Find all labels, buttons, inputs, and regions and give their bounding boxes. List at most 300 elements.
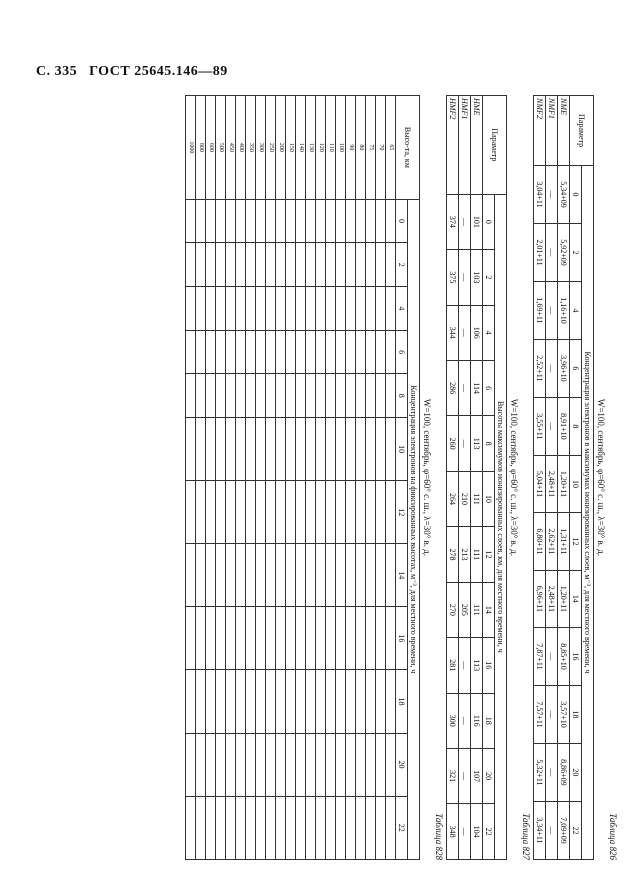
value-cell [266,670,276,733]
hour-header: 20 [570,743,582,801]
value-cell: 264 [447,471,459,526]
value-cell: 1,20+11 [558,455,570,512]
hour-header: 10 [570,455,582,512]
value-cell [296,199,306,243]
value-cell [356,796,366,859]
value-cell [226,670,236,733]
value-cell [246,733,256,796]
hour-header: 16 [483,638,495,693]
value-cell [376,733,386,796]
hour-header: 10 [483,471,495,526]
value-cell [306,481,316,544]
height-cell: 1000 [186,96,196,200]
value-cell [256,374,266,418]
table-row [206,96,216,860]
table-row [346,96,356,860]
value-cell [256,418,266,481]
value-cell [216,481,226,544]
value-cell [186,199,196,243]
value-cell [236,418,246,481]
value-cell [196,418,206,481]
value-cell [346,733,356,796]
value-cell: — [546,801,558,859]
value-cell [216,330,226,374]
value-cell [286,481,296,544]
value-cell [246,287,256,331]
value-cell [356,330,366,374]
value-cell: 106 [471,305,483,360]
hour-header: 2 [570,224,582,282]
value-cell [276,374,286,418]
table-row [356,96,366,860]
value-cell [246,243,256,287]
value-cell [226,796,236,859]
value-cell [296,670,306,733]
value-cell: — [546,281,558,339]
value-cell: — [459,194,471,249]
hour-header: 22 [396,796,408,859]
value-cell [316,670,326,733]
hour-header: 14 [483,582,495,637]
value-cell [326,199,336,243]
value-cell [206,544,216,607]
value-cell [266,544,276,607]
value-cell [236,287,246,331]
value-cell [316,199,326,243]
table-828 [185,95,420,860]
value-cell [226,481,236,544]
value-cell [186,607,196,670]
hour-header: 0 [570,166,582,224]
value-cell [266,418,276,481]
value-cell [196,287,206,331]
value-cell [256,330,266,374]
value-cell [336,418,346,481]
value-cell: 5,04+11 [534,455,546,512]
param-name: HMF2 [447,96,459,195]
value-cell [376,199,386,243]
value-cell: 6,96+11 [534,570,546,627]
value-cell: 8,85+10 [558,628,570,686]
param-header: Параметр [483,96,507,195]
value-cell [276,330,286,374]
value-cell: 210 [459,471,471,526]
value-cell [336,243,346,287]
value-cell: 1,31+11 [558,513,570,570]
value-cell [216,199,226,243]
value-cell [276,287,286,331]
value-cell [326,481,336,544]
value-cell [206,330,216,374]
value-cell [386,607,396,670]
value-cell [386,544,396,607]
value-cell: 2,52+11 [534,339,546,397]
value-cell [286,287,296,331]
value-cell [276,481,286,544]
value-cell: 111 [471,471,483,526]
value-cell [196,374,206,418]
value-cell [186,733,196,796]
value-cell [256,199,266,243]
value-cell [216,733,226,796]
table-row [276,96,286,860]
value-cell [226,607,236,670]
value-cell: 1,69+11 [534,281,546,339]
value-cell: 113 [471,416,483,471]
value-cell [216,418,226,481]
value-cell [376,670,386,733]
value-cell [246,481,256,544]
param-name: HMF1 [459,96,471,195]
table-row [471,96,483,860]
value-cell: 3,34+11 [534,801,546,859]
hour-header: 12 [483,527,495,582]
value-cell: — [546,628,558,686]
tables-rotated [60,95,620,860]
value-cell [366,481,376,544]
value-cell [366,607,376,670]
value-cell [236,733,246,796]
table-828-condition: W=100, сентябрь, φ=60° с. ш., λ=30° в. д. [422,398,432,557]
hour-header: 8 [483,416,495,471]
value-cell: 7,09+09 [558,801,570,859]
table-row [196,96,206,860]
value-cell [366,796,376,859]
height-cell: 400 [236,96,246,200]
height-cell: 110 [326,96,336,200]
value-cell [186,243,196,287]
value-cell [336,796,346,859]
value-cell [226,287,236,331]
value-cell [336,287,346,331]
value-cell [276,670,286,733]
value-cell: — [459,360,471,415]
value-cell: 300 [447,693,459,748]
value-cell [296,330,306,374]
value-cell: — [546,224,558,282]
value-cell [236,374,246,418]
hour-header: 12 [396,481,408,544]
value-cell [356,733,366,796]
value-cell [266,607,276,670]
table-row [534,96,546,860]
value-cell [366,330,376,374]
value-cell [206,374,216,418]
value-cell [276,544,286,607]
height-cell: 140 [296,96,306,200]
value-cell [186,481,196,544]
value-cell [326,607,336,670]
value-cell [266,796,276,859]
value-cell [336,733,346,796]
value-cell: — [459,638,471,693]
value-cell [286,199,296,243]
value-cell [306,733,316,796]
param-name: HME [471,96,483,195]
value-cell: 281 [447,638,459,693]
value-cell [296,243,306,287]
value-cell [376,418,386,481]
value-cell: 113 [471,638,483,693]
value-cell [206,481,216,544]
value-cell: — [546,397,558,455]
hour-header: 20 [483,748,495,803]
value-cell [316,796,326,859]
value-cell [306,287,316,331]
value-cell [386,670,396,733]
value-cell [206,287,216,331]
value-cell [326,544,336,607]
value-cell [246,544,256,607]
value-cell [286,607,296,670]
value-cell [226,374,236,418]
value-cell [286,330,296,374]
value-cell [226,418,236,481]
value-cell: 286 [447,360,459,415]
value-cell [296,796,306,859]
table-826-label: Таблица 826 [608,813,618,860]
value-cell [246,796,256,859]
hour-header: 0 [396,199,408,243]
table-828-label: Таблица 828 [434,813,444,860]
value-cell: 3,57+10 [558,686,570,744]
value-cell: 321 [447,748,459,803]
value-cell [236,481,246,544]
value-cell [236,199,246,243]
value-cell [306,243,316,287]
value-cell [256,481,266,544]
value-cell [366,374,376,418]
height-cell: 70 [376,96,386,200]
height-cell: 120 [316,96,326,200]
value-cell [196,796,206,859]
value-cell [336,374,346,418]
value-cell: 270 [447,582,459,637]
value-cell: 101 [471,194,483,249]
value-cell [196,733,206,796]
value-cell [256,607,266,670]
height-cell: 200 [276,96,286,200]
value-cell [196,481,206,544]
value-cell: 2,62+11 [546,513,558,570]
value-cell [306,544,316,607]
value-cell: 5,32+11 [534,743,546,801]
value-cell [356,670,366,733]
value-cell [186,287,196,331]
height-cell: 450 [226,96,236,200]
height-cell: 130 [306,96,316,200]
value-cell [286,796,296,859]
value-cell [326,287,336,331]
value-cell [326,796,336,859]
value-cell [246,330,256,374]
value-cell [306,796,316,859]
hour-header: 16 [396,607,408,670]
value-cell [266,243,276,287]
value-cell [196,199,206,243]
height-cell: 65 [386,96,396,200]
value-cell [186,330,196,374]
value-cell [346,374,356,418]
value-cell [296,374,306,418]
hour-header: 0 [483,194,495,249]
value-cell [296,607,306,670]
value-cell [216,607,226,670]
value-cell [246,670,256,733]
hour-header: 20 [396,733,408,796]
value-cell [296,287,306,331]
value-cell [266,733,276,796]
value-cell [266,330,276,374]
value-cell [206,199,216,243]
value-cell [376,796,386,859]
value-cell [196,607,206,670]
value-cell [296,481,306,544]
table-826-subtitle: Концентрация электронов в максимумах ионизированных слоев, м⁻³, для местного времени, ч [582,166,594,860]
value-cell [246,418,256,481]
value-cell [236,330,246,374]
value-cell [186,418,196,481]
value-cell [286,374,296,418]
value-cell [356,287,366,331]
hour-header: 18 [483,693,495,748]
value-cell: 3,55+11 [534,397,546,455]
hour-header: 16 [570,628,582,686]
value-cell: 7,57+11 [534,686,546,744]
value-cell: 213 [459,527,471,582]
standard-code: ГОСТ 25645.146—89 [89,64,228,79]
value-cell [226,733,236,796]
height-cell: 75 [366,96,376,200]
table-row [316,96,326,860]
value-cell [366,418,376,481]
hour-header: 4 [483,305,495,360]
value-cell [286,544,296,607]
value-cell [386,796,396,859]
hour-header: 4 [570,281,582,339]
value-cell [236,544,246,607]
height-cell: 600 [206,96,216,200]
value-cell [256,243,266,287]
table-row [546,96,558,860]
value-cell [346,481,356,544]
hour-header: 22 [483,804,495,860]
value-cell: — [459,250,471,305]
table-row [306,96,316,860]
value-cell [316,607,326,670]
height-header: Высо-та, км [396,96,420,200]
hour-header: 18 [570,686,582,744]
value-cell: — [459,693,471,748]
value-cell: 2,48+11 [546,455,558,512]
value-cell [356,243,366,287]
value-cell [286,670,296,733]
value-cell: 1,16+10 [558,281,570,339]
value-cell [326,670,336,733]
table-row [558,96,570,860]
value-cell [386,481,396,544]
value-cell [196,670,206,733]
height-cell: 350 [246,96,256,200]
value-cell [186,544,196,607]
value-cell [256,544,266,607]
height-cell: 800 [196,96,206,200]
table-826 [533,95,594,860]
value-cell [276,796,286,859]
value-cell [306,330,316,374]
value-cell [326,243,336,287]
value-cell [346,670,356,733]
value-cell: 348 [447,804,459,860]
value-cell [256,287,266,331]
value-cell: 111 [471,582,483,637]
value-cell: 375 [447,250,459,305]
value-cell: 107 [471,748,483,803]
table-row [286,96,296,860]
value-cell: 6,80+11 [534,513,546,570]
value-cell [216,670,226,733]
value-cell: — [459,804,471,860]
table-row [226,96,236,860]
value-cell: 344 [447,305,459,360]
table-826-condition: W=100, сентябрь, φ=60° с. ш., λ=30° в. д. [596,398,606,557]
value-cell: 111 [471,527,483,582]
value-cell [206,796,216,859]
value-cell: — [546,166,558,224]
value-cell [246,607,256,670]
hour-header: 22 [570,801,582,859]
value-cell [236,243,246,287]
value-cell [356,374,366,418]
value-cell [336,607,346,670]
value-cell [266,481,276,544]
value-cell [306,199,316,243]
value-cell [286,733,296,796]
height-cell: 150 [286,96,296,200]
value-cell: — [459,305,471,360]
value-cell [296,544,306,607]
value-cell [266,287,276,331]
value-cell: 1,20+11 [558,570,570,627]
value-cell [276,607,286,670]
value-cell: 3,04+11 [534,166,546,224]
height-cell: 80 [356,96,366,200]
value-cell [216,796,226,859]
table-row [447,96,459,860]
hour-header: 6 [483,360,495,415]
value-cell: 2,01+11 [534,224,546,282]
value-cell [256,670,266,733]
value-cell [266,374,276,418]
value-cell [376,607,386,670]
table-827 [446,95,507,860]
value-cell [196,544,206,607]
value-cell [326,374,336,418]
value-cell [346,330,356,374]
table-row [236,96,246,860]
value-cell: 104 [471,804,483,860]
value-cell [346,607,356,670]
value-cell [376,374,386,418]
value-cell [386,330,396,374]
value-cell [366,733,376,796]
value-cell [256,733,266,796]
value-cell [346,418,356,481]
value-cell [286,243,296,287]
value-cell [206,243,216,287]
value-cell [376,287,386,331]
value-cell: — [459,748,471,803]
